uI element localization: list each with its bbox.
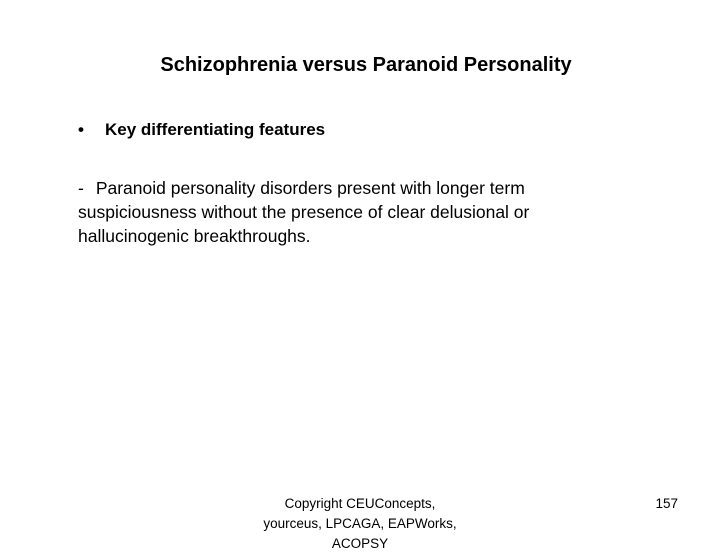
- bullet-marker: •: [78, 120, 84, 139]
- copyright-line-1: Copyright CEUConcepts,: [284, 496, 436, 511]
- copyright-line-3: ACOPSY: [331, 536, 389, 551]
- page-number: 157: [655, 496, 678, 511]
- footer-copyright: [230, 494, 490, 554]
- body-paragraph: [78, 176, 638, 248]
- copyright-line-2: yourceus, LPCAGA, EAPWorks,: [263, 516, 457, 531]
- slide-title: Schizophrenia versus Paranoid Personality: [160, 54, 572, 76]
- body-text: Paranoid personality disorders present with longer term suspiciousness without the presence of clear delusional or hallucinogenic breakthroughs.: [78, 178, 530, 246]
- bullet-text: Key differentiating features: [105, 120, 326, 139]
- bullet-item: [78, 119, 325, 141]
- dash-marker: -: [78, 178, 84, 198]
